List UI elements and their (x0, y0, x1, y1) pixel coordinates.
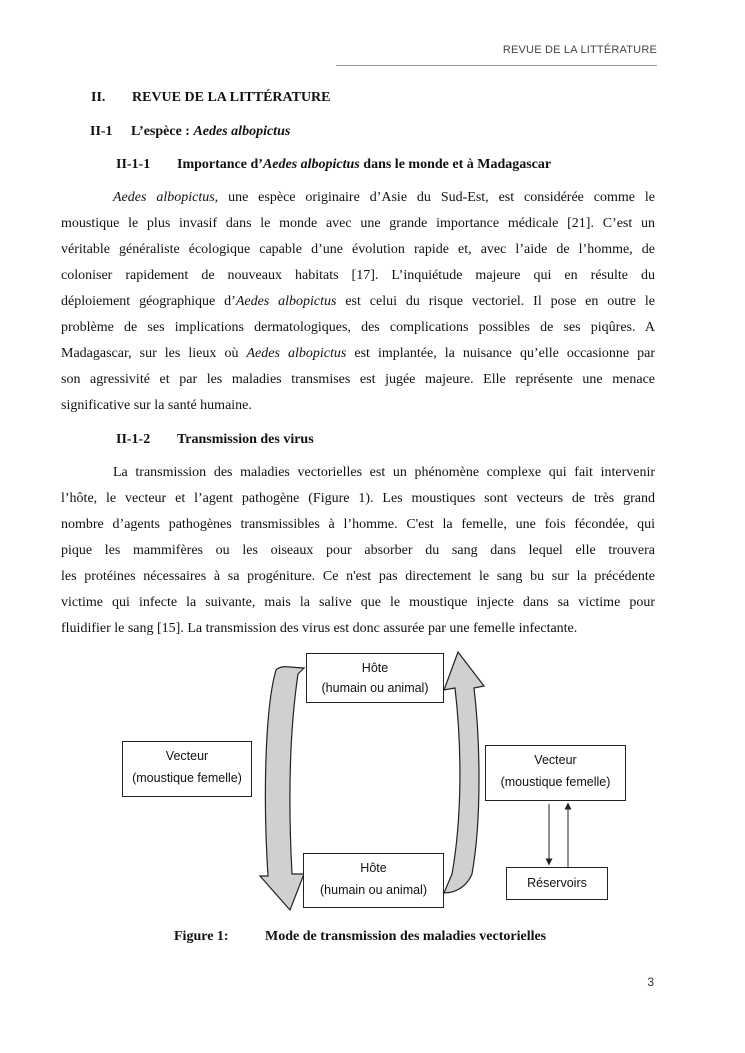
figure-title: Mode de transmission des maladies vectorielles (265, 929, 547, 944)
curved-arrow-right (444, 652, 484, 893)
figure-label: Figure 1: (174, 929, 229, 944)
paragraph-transmission (61, 460, 655, 642)
paragraph-line: véritable généraliste écologique capable d’une évolution rapide et, avec l’aide de l’homme, de (61, 242, 655, 257)
species-name: Aedes albopictus (235, 294, 337, 309)
section-title: REVUE DE LA LITTÉRATURE (132, 90, 331, 105)
species-name: Aedes albopictus (246, 346, 347, 361)
section-heading (91, 90, 331, 106)
paragraph-line: déploiement géographique d’Aedes albopictus est celui du risque vectoriel. Il pose en outre le (61, 294, 655, 309)
paragraph-line: La transmission des maladies vectorielles est un phénomène complexe qui fait intervenir (113, 465, 655, 480)
paragraph-line: Aedes albopictus, une espèce originaire d’Asie du Sud-Est, est considérée comme le (113, 190, 655, 205)
subsection-heading (90, 124, 290, 140)
vector-box-right: Vecteur (moustique femelle) (485, 745, 626, 801)
paragraph-line: Madagascar, sur les lieux où Aedes albopictus est implantée, la nuisance qu’elle occasionne par (61, 346, 655, 361)
subsubsection-number-1: II-1-1 (116, 157, 151, 172)
subsubsection-title-2: Transmission des virus (177, 432, 314, 447)
paragraph-importance (61, 185, 655, 419)
transmission-diagram (0, 648, 745, 918)
paragraph-line: coloniser rapidement de nouveaux habitats [17]. L’inquiétude majeure qui en résulte du (61, 268, 655, 283)
paragraph-line: moustique le plus invasif dans le monde avec une grande importance médicale [21]. C’est un (61, 216, 655, 231)
subsubsection-number-2: II-1-2 (116, 432, 151, 447)
paragraph-line: victime qui infecte la suivante, mais la salive que le moustique injecte dans sa victime pour (61, 595, 655, 610)
subsubsection-title-species: Aedes albopictus (262, 157, 360, 172)
reservoir-box: Réservoirs (506, 867, 608, 900)
subsection-number: II-1 (90, 124, 113, 139)
figure-caption (174, 929, 546, 945)
paragraph-line: nombre d’agents pathogènes transmissibles à l’homme. C'est la femelle, une fois fécondée, qui (61, 517, 655, 532)
running-header: REVUE DE LA LITTÉRATURE (502, 44, 657, 56)
paragraph-line: son agressivité et par les maladies transmises est jugée majeure. Elle représente une menace (61, 372, 655, 387)
subsubsection-title-prefix: Importance d’ (177, 157, 263, 172)
paragraph-line: significative sur la santé humaine. (61, 398, 252, 413)
subsection-title-prefix: L’espèce : (131, 124, 194, 139)
section-number: II. (91, 90, 106, 105)
host-box-bottom: Hôte (humain ou animal) (303, 853, 444, 908)
vector-box-left: Vecteur (moustique femelle) (122, 741, 252, 797)
paragraph-line: pique les mammifères ou les oiseaux pour absorber du sang dans lequel elle trouvera (61, 543, 655, 558)
paragraph-line: les protéines nécessaires à sa progéniture. Ce n'est pas directement le sang bu sur la précédente (61, 569, 655, 584)
paragraph-line: problème de ses implications dermatologiques, des complications possibles de ses piqûres. A (61, 320, 655, 335)
paragraph-line: fluidifier le sang [15]. La transmission des virus est donc assurée par une femelle infectante. (61, 621, 578, 636)
species-name: Aedes albopictus (113, 190, 215, 205)
subsubsection-heading-2 (116, 432, 314, 448)
subsection-title-species: Aedes albopictus (193, 124, 291, 139)
subsubsection-title-suffix: dans le monde et à Madagascar (359, 157, 552, 172)
curved-arrow-left (260, 667, 304, 910)
header-rule (336, 65, 657, 66)
subsubsection-heading-1 (116, 157, 551, 173)
page-number: 3 (647, 975, 654, 989)
host-box-top: Hôte (humain ou animal) (306, 653, 444, 703)
paragraph-line: l’hôte, le vecteur et l’agent pathogène (Figure 1). Les moustiques sont vecteurs de très grand (61, 491, 655, 506)
